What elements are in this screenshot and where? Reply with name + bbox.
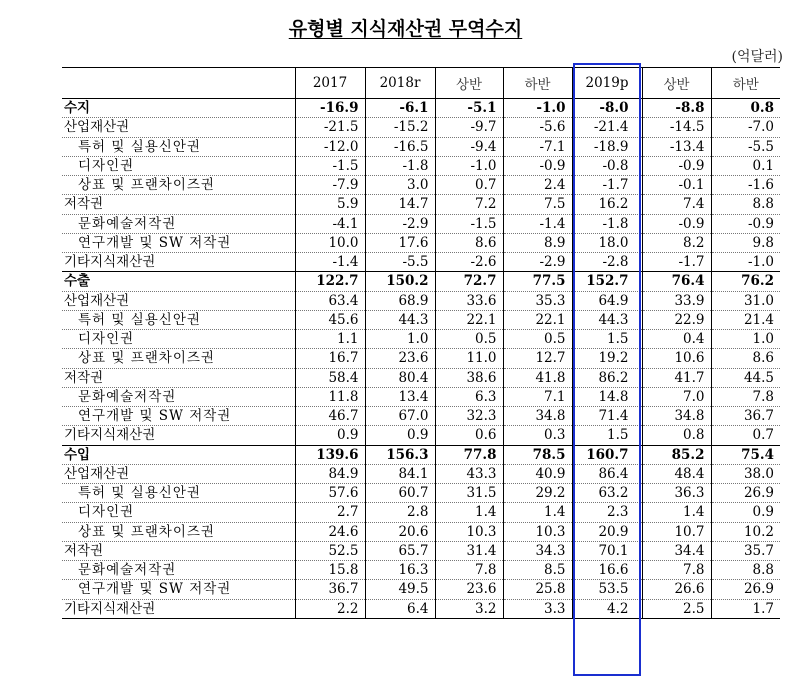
- row-label: 디자인권: [78, 157, 135, 174]
- value-cell: -5.6: [503, 118, 572, 137]
- row-label: 수지: [64, 100, 91, 117]
- value-cell: 33.9: [642, 291, 711, 310]
- value-cell: 16.6: [572, 561, 642, 580]
- value-cell: 84.1: [365, 464, 435, 483]
- value-cell: 20.6: [365, 522, 435, 541]
- value-cell: 14.8: [572, 387, 642, 406]
- value-cell: 10.3: [503, 522, 572, 541]
- value-cell: 44.3: [365, 310, 435, 329]
- value-cell: -13.4: [642, 137, 711, 156]
- value-cell: 26.6: [642, 580, 711, 599]
- table-row: [62, 599, 780, 618]
- value-cell: 150.2: [365, 272, 435, 291]
- value-cell: -1.4: [503, 214, 572, 233]
- value-cell: -1.8: [365, 156, 435, 175]
- value-cell: 22.1: [503, 310, 572, 329]
- value-cell: 76.4: [642, 272, 711, 291]
- value-cell: 22.1: [435, 310, 503, 329]
- value-cell: -2.9: [365, 214, 435, 233]
- value-cell: 17.6: [365, 233, 435, 252]
- unit-label: (억달러): [731, 49, 783, 65]
- value-cell: 44.3: [572, 310, 642, 329]
- table-row: [62, 349, 780, 368]
- value-cell: 65.7: [365, 541, 435, 560]
- value-cell: -0.9: [642, 214, 711, 233]
- value-cell: 63.2: [572, 484, 642, 503]
- value-cell: 8.6: [711, 349, 780, 368]
- value-cell: -16.5: [365, 137, 435, 156]
- value-cell: -1.6: [711, 176, 780, 195]
- value-cell: 10.3: [435, 522, 503, 541]
- value-cell: 1.4: [435, 503, 503, 522]
- value-cell: 0.9: [365, 426, 435, 445]
- value-cell: 1.4: [503, 503, 572, 522]
- value-cell: 34.8: [503, 407, 572, 426]
- table-row: [62, 522, 780, 541]
- table-header-row: [62, 68, 780, 99]
- value-cell: 8.8: [711, 195, 780, 214]
- value-cell: 38.0: [711, 464, 780, 483]
- table-row: [62, 156, 780, 175]
- value-cell: 21.4: [711, 310, 780, 329]
- table-row: [62, 214, 780, 233]
- value-cell: 77.5: [503, 272, 572, 291]
- table-row: [62, 484, 780, 503]
- value-cell: 25.8: [503, 580, 572, 599]
- value-cell: 2.4: [503, 176, 572, 195]
- value-cell: 44.5: [711, 368, 780, 387]
- value-cell: 57.6: [295, 484, 365, 503]
- value-cell: -5.5: [711, 137, 780, 156]
- document-title-text: 유형별 지식재산권 무역수지: [288, 18, 523, 40]
- table-row: [62, 541, 780, 560]
- value-cell: -7.0: [711, 118, 780, 137]
- value-cell: 10.7: [642, 522, 711, 541]
- header-2019-first-half: 상반: [435, 68, 503, 99]
- value-cell: -1.8: [572, 214, 642, 233]
- value-cell: -1.7: [642, 253, 711, 272]
- value-cell: 7.8: [435, 561, 503, 580]
- header-2019p: 2019p: [572, 68, 642, 99]
- value-cell: 31.4: [435, 541, 503, 560]
- table-row: [62, 195, 780, 214]
- value-cell: 122.7: [295, 272, 365, 291]
- value-cell: 3.2: [435, 599, 503, 618]
- value-cell: 36.7: [295, 580, 365, 599]
- value-cell: -1.4: [295, 253, 365, 272]
- value-cell: 10.0: [295, 233, 365, 252]
- value-cell: 86.2: [572, 368, 642, 387]
- value-cell: 84.9: [295, 464, 365, 483]
- header-2020-first-half: 상반: [642, 68, 711, 99]
- value-cell: 70.1: [572, 541, 642, 560]
- table-row: [62, 330, 780, 349]
- value-cell: 38.6: [435, 368, 503, 387]
- row-label: 문화예술저작권: [78, 388, 177, 405]
- header-2017: 2017: [295, 68, 365, 99]
- value-cell: 0.5: [435, 330, 503, 349]
- value-cell: 35.7: [711, 541, 780, 560]
- value-cell: 71.4: [572, 407, 642, 426]
- value-cell: -7.9: [295, 176, 365, 195]
- table-section-row: [62, 272, 780, 291]
- value-cell: 26.9: [711, 580, 780, 599]
- value-cell: 53.5: [572, 580, 642, 599]
- value-cell: 7.1: [503, 387, 572, 406]
- value-cell: 64.9: [572, 291, 642, 310]
- value-cell: 23.6: [435, 580, 503, 599]
- value-cell: 0.7: [711, 426, 780, 445]
- value-cell: -18.9: [572, 137, 642, 156]
- value-cell: 23.6: [365, 349, 435, 368]
- row-label: 상표 및 프랜차이즈권: [78, 523, 215, 540]
- row-label: 산업재산권: [64, 465, 130, 482]
- value-cell: -0.9: [642, 156, 711, 175]
- value-cell: 3.0: [365, 176, 435, 195]
- header-label-cell: [62, 68, 295, 99]
- value-cell: 2.8: [365, 503, 435, 522]
- value-cell: 160.7: [572, 445, 642, 464]
- table-row: [62, 291, 780, 310]
- value-cell: 2.5: [642, 599, 711, 618]
- value-cell: 0.8: [642, 426, 711, 445]
- value-cell: 8.6: [435, 233, 503, 252]
- value-cell: 4.2: [572, 599, 642, 618]
- row-label: 연구개발 및 SW 저작권: [78, 408, 232, 425]
- value-cell: -1.7: [572, 176, 642, 195]
- table-row: [62, 137, 780, 156]
- row-label: 연구개발 및 SW 저작권: [78, 234, 232, 251]
- value-cell: 0.9: [711, 503, 780, 522]
- value-cell: -9.7: [435, 118, 503, 137]
- value-cell: 2.7: [295, 503, 365, 522]
- row-label: 상표 및 프랜차이즈권: [78, 350, 215, 367]
- value-cell: 26.9: [711, 484, 780, 503]
- row-label: 특허 및 실용신안권: [78, 311, 201, 328]
- value-cell: 0.8: [711, 99, 780, 118]
- table-row: [62, 561, 780, 580]
- value-cell: 24.6: [295, 522, 365, 541]
- table-row: [62, 176, 780, 195]
- value-cell: 63.4: [295, 291, 365, 310]
- value-cell: 16.7: [295, 349, 365, 368]
- value-cell: 34.8: [642, 407, 711, 426]
- row-label: 상표 및 프랜차이즈권: [78, 177, 215, 194]
- value-cell: -0.9: [503, 156, 572, 175]
- value-cell: 7.0: [642, 387, 711, 406]
- value-cell: 8.9: [503, 233, 572, 252]
- value-cell: 8.5: [503, 561, 572, 580]
- row-label: 기타지식재산권: [64, 254, 156, 271]
- table-section-row: [62, 445, 780, 464]
- value-cell: 15.8: [295, 561, 365, 580]
- row-label: 산업재산권: [64, 119, 130, 136]
- value-cell: 1.4: [642, 503, 711, 522]
- value-cell: 78.5: [503, 445, 572, 464]
- value-cell: -9.4: [435, 137, 503, 156]
- value-cell: 7.2: [435, 195, 503, 214]
- value-cell: -15.2: [365, 118, 435, 137]
- row-label: 연구개발 및 SW 저작권: [78, 581, 232, 598]
- value-cell: -7.1: [503, 137, 572, 156]
- value-cell: 0.6: [435, 426, 503, 445]
- value-cell: -5.1: [435, 99, 503, 118]
- row-label: 디자인권: [78, 504, 135, 521]
- value-cell: 0.3: [503, 426, 572, 445]
- row-label: 산업재산권: [64, 292, 130, 309]
- value-cell: 60.7: [365, 484, 435, 503]
- value-cell: 34.3: [503, 541, 572, 560]
- trade-balance-table: [62, 67, 780, 619]
- value-cell: 75.4: [711, 445, 780, 464]
- table-body: [62, 99, 780, 619]
- value-cell: -2.9: [503, 253, 572, 272]
- table-row: [62, 407, 780, 426]
- value-cell: 80.4: [365, 368, 435, 387]
- value-cell: 46.7: [295, 407, 365, 426]
- value-cell: 2.3: [572, 503, 642, 522]
- value-cell: 41.8: [503, 368, 572, 387]
- value-cell: 0.1: [711, 156, 780, 175]
- value-cell: 10.6: [642, 349, 711, 368]
- value-cell: -2.8: [572, 253, 642, 272]
- value-cell: -1.5: [435, 214, 503, 233]
- value-cell: 52.5: [295, 541, 365, 560]
- value-cell: 49.5: [365, 580, 435, 599]
- value-cell: 10.2: [711, 522, 780, 541]
- value-cell: 139.6: [295, 445, 365, 464]
- value-cell: 29.2: [503, 484, 572, 503]
- table-row: [62, 387, 780, 406]
- table-row: [62, 368, 780, 387]
- value-cell: 32.3: [435, 407, 503, 426]
- value-cell: 3.3: [503, 599, 572, 618]
- table-section-row: [62, 99, 780, 118]
- value-cell: 68.9: [365, 291, 435, 310]
- value-cell: -1.0: [503, 99, 572, 118]
- document-title: [0, 14, 811, 41]
- value-cell: 18.0: [572, 233, 642, 252]
- value-cell: -1.0: [435, 156, 503, 175]
- value-cell: 156.3: [365, 445, 435, 464]
- value-cell: 7.8: [711, 387, 780, 406]
- value-cell: 8.8: [711, 561, 780, 580]
- value-cell: 5.9: [295, 195, 365, 214]
- value-cell: 1.5: [572, 330, 642, 349]
- value-cell: 34.4: [642, 541, 711, 560]
- table-row: [62, 118, 780, 137]
- value-cell: 0.5: [503, 330, 572, 349]
- row-label: 디자인권: [78, 331, 135, 348]
- value-cell: -12.0: [295, 137, 365, 156]
- value-cell: 1.5: [572, 426, 642, 445]
- row-label: 문화예술저작권: [78, 215, 177, 232]
- header-2018r: 2018r: [365, 68, 435, 99]
- value-cell: 11.0: [435, 349, 503, 368]
- value-cell: 0.9: [295, 426, 365, 445]
- value-cell: -16.9: [295, 99, 365, 118]
- value-cell: 67.0: [365, 407, 435, 426]
- row-label: 수출: [64, 273, 91, 290]
- value-cell: 1.0: [711, 330, 780, 349]
- row-label: 특허 및 실용신안권: [78, 485, 201, 502]
- value-cell: 1.7: [711, 599, 780, 618]
- value-cell: -0.1: [642, 176, 711, 195]
- value-cell: 9.8: [711, 233, 780, 252]
- value-cell: -8.0: [572, 99, 642, 118]
- value-cell: 1.1: [295, 330, 365, 349]
- header-2020-second-half: 하반: [711, 68, 780, 99]
- value-cell: -6.1: [365, 99, 435, 118]
- value-cell: 43.3: [435, 464, 503, 483]
- value-cell: 0.4: [642, 330, 711, 349]
- value-cell: 33.6: [435, 291, 503, 310]
- value-cell: 77.8: [435, 445, 503, 464]
- value-cell: 2.2: [295, 599, 365, 618]
- value-cell: 7.4: [642, 195, 711, 214]
- value-cell: 14.7: [365, 195, 435, 214]
- value-cell: 1.0: [365, 330, 435, 349]
- value-cell: 41.7: [642, 368, 711, 387]
- value-cell: 36.7: [711, 407, 780, 426]
- value-cell: 11.8: [295, 387, 365, 406]
- value-cell: -8.8: [642, 99, 711, 118]
- value-cell: 152.7: [572, 272, 642, 291]
- table-row: [62, 580, 780, 599]
- row-label: 기타지식재산권: [64, 600, 156, 617]
- value-cell: 31.0: [711, 291, 780, 310]
- value-cell: 72.7: [435, 272, 503, 291]
- value-cell: 45.6: [295, 310, 365, 329]
- value-cell: -2.6: [435, 253, 503, 272]
- row-label: 저작권: [64, 196, 104, 213]
- header-2019-second-half: 하반: [503, 68, 572, 99]
- value-cell: 12.7: [503, 349, 572, 368]
- value-cell: 31.5: [435, 484, 503, 503]
- table-row: [62, 426, 780, 445]
- value-cell: -0.9: [711, 214, 780, 233]
- value-cell: -21.5: [295, 118, 365, 137]
- row-label: 문화예술저작권: [78, 562, 177, 579]
- value-cell: 48.4: [642, 464, 711, 483]
- value-cell: -1.5: [295, 156, 365, 175]
- value-cell: 7.5: [503, 195, 572, 214]
- value-cell: 86.4: [572, 464, 642, 483]
- value-cell: 19.2: [572, 349, 642, 368]
- value-cell: -5.5: [365, 253, 435, 272]
- value-cell: 8.2: [642, 233, 711, 252]
- value-cell: 16.2: [572, 195, 642, 214]
- value-cell: -1.0: [711, 253, 780, 272]
- table-row: [62, 503, 780, 522]
- row-label: 수입: [64, 446, 91, 463]
- value-cell: 35.3: [503, 291, 572, 310]
- value-cell: 40.9: [503, 464, 572, 483]
- value-cell: 22.9: [642, 310, 711, 329]
- value-cell: 6.4: [365, 599, 435, 618]
- table-row: [62, 464, 780, 483]
- value-cell: 36.3: [642, 484, 711, 503]
- value-cell: 76.2: [711, 272, 780, 291]
- row-label: 저작권: [64, 542, 104, 559]
- value-cell: 16.3: [365, 561, 435, 580]
- value-cell: 6.3: [435, 387, 503, 406]
- value-cell: 58.4: [295, 368, 365, 387]
- row-label: 기타지식재산권: [64, 427, 156, 444]
- value-cell: 85.2: [642, 445, 711, 464]
- table-row: [62, 233, 780, 252]
- value-cell: -21.4: [572, 118, 642, 137]
- table-row: [62, 253, 780, 272]
- table-row: [62, 310, 780, 329]
- value-cell: 7.8: [642, 561, 711, 580]
- value-cell: 0.7: [435, 176, 503, 195]
- value-cell: 20.9: [572, 522, 642, 541]
- row-label: 특허 및 실용신안권: [78, 138, 201, 155]
- value-cell: -14.5: [642, 118, 711, 137]
- row-label: 저작권: [64, 369, 104, 386]
- value-cell: -0.8: [572, 156, 642, 175]
- value-cell: 13.4: [365, 387, 435, 406]
- value-cell: -4.1: [295, 214, 365, 233]
